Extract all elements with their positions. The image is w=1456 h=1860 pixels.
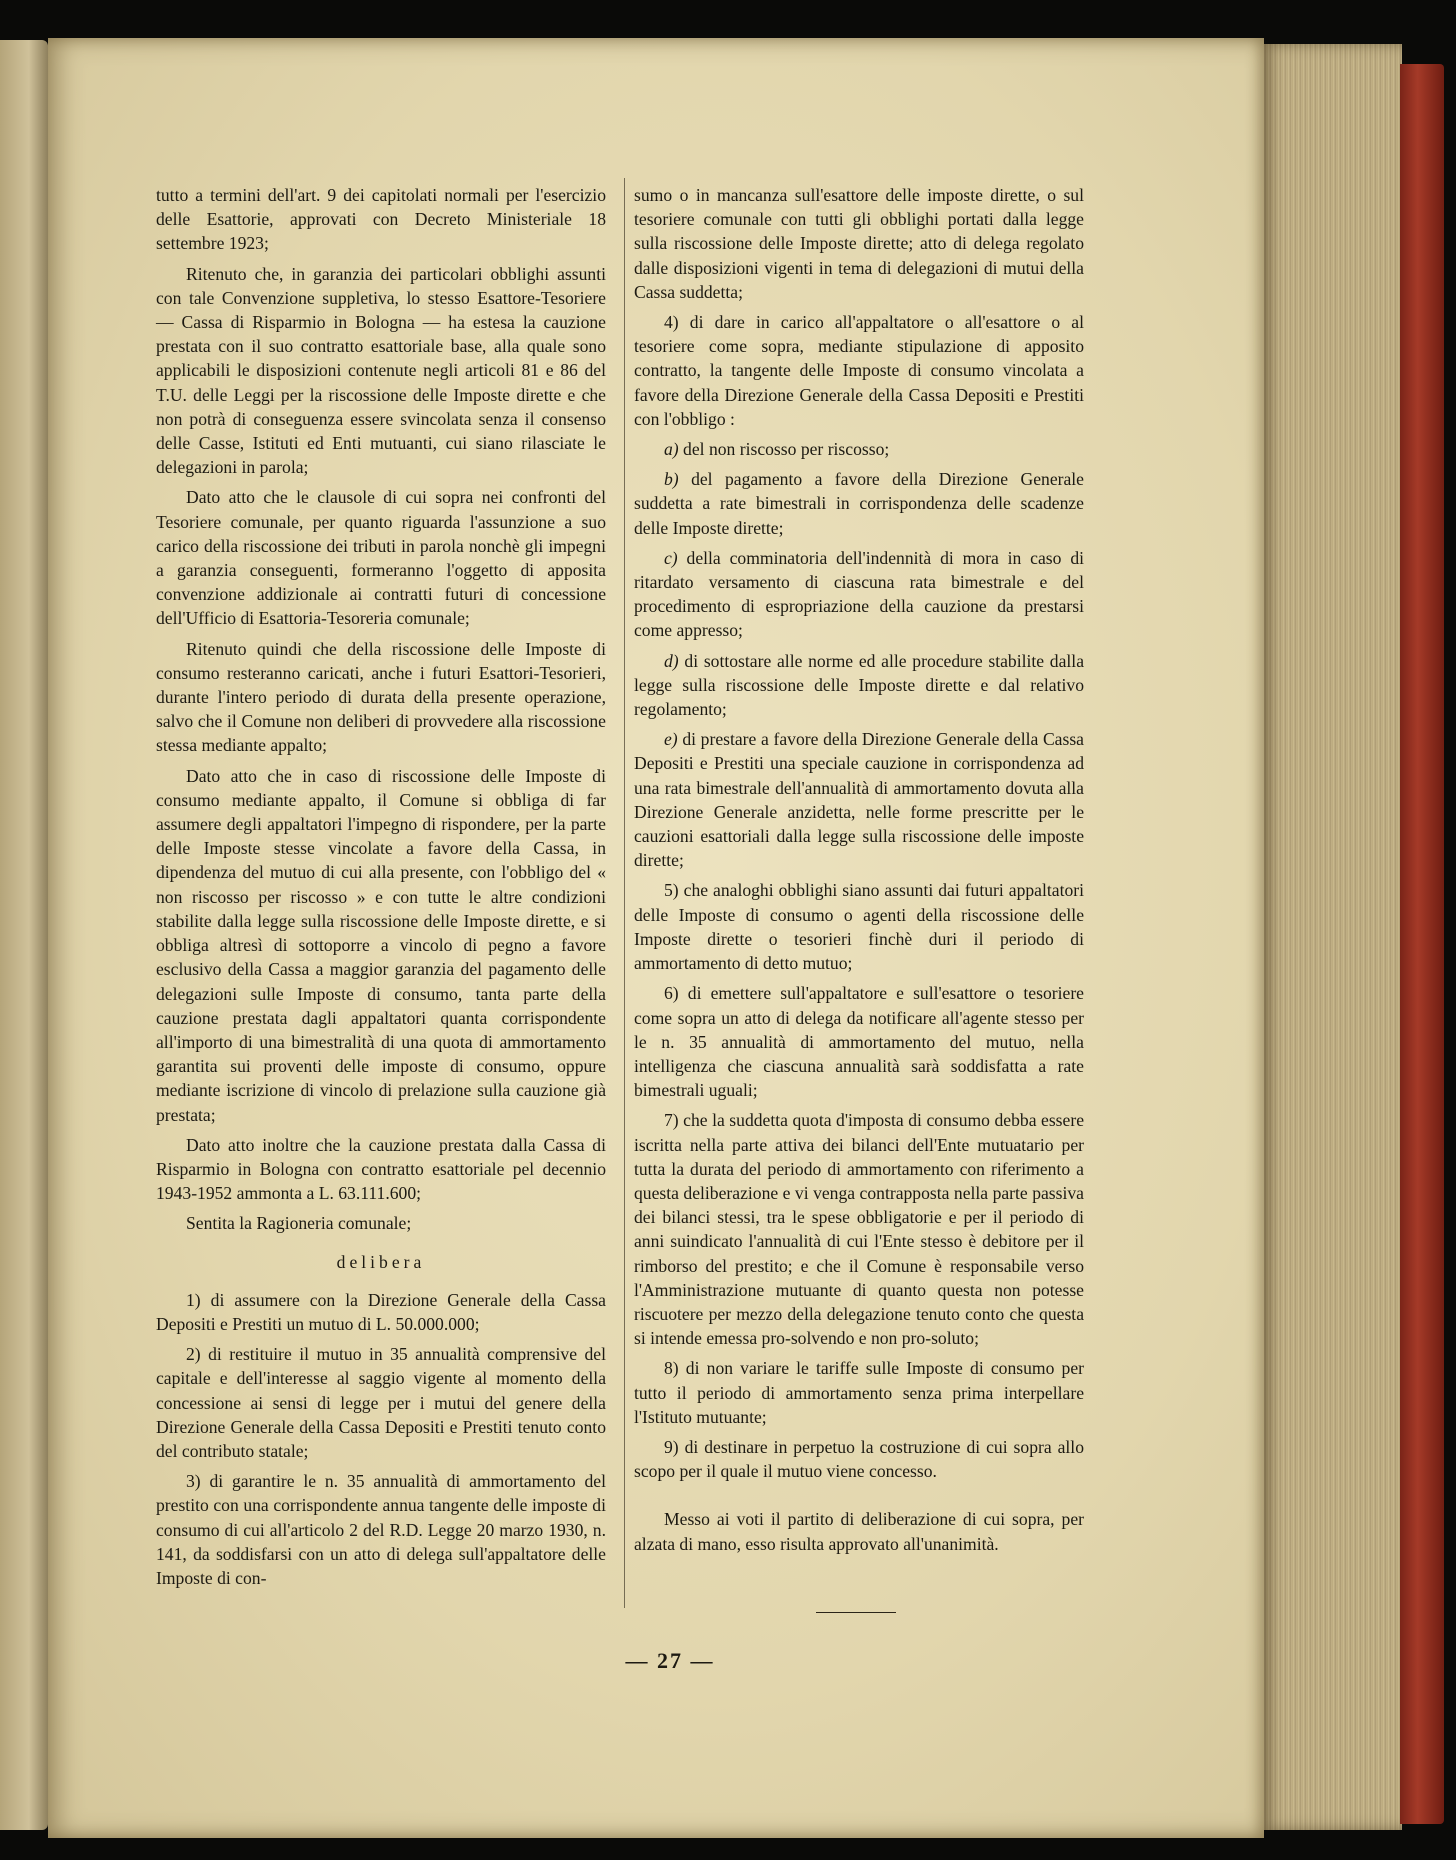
book-binding xyxy=(1400,64,1444,1824)
delibera-heading: delibera xyxy=(336,1251,426,1272)
list-item: 5) che analoghi obblighi siano assunti dai futuri appaltatori delle Imposte di consumo o agenti della riscossione delle Imposte dirette o tesorieri finchè duri il periodo di ammortamento di detto mutuo; xyxy=(634,880,1084,974)
list-item: 8) di non variare le tariffe sulle Imposte di consumo per tutto il periodo di ammortamento senza prima interpellare l'Istituto mutuante; xyxy=(634,1358,1084,1427)
list-item: 7) che la suddetta quota d'imposta di consumo debba essere iscritta nella parte attiva dei bilanci dell'Ente mutuatario per tutta la durata del periodo di ammortamento con riferimento a questa deliberazione e vi venga contrapposta nella parte passiva dei bilanci stessi, tra le spese obbligatorie e per il periodo di anni suindicato l'annualità di cui l'Ente stesso è debitore per il rimborso del prestito; e che il Comune è responsabile verso l'Amministrazione mutuante di quanto questa non potesse riscuotere per mezzo della delegazione tenuto conto che questa si intende emessa pro-solvendo e non pro-soluto; xyxy=(634,1110,1084,1349)
paragraph: Ritenuto che, in garanzia dei particolari obblighi assunti con tale Convenzione suppletiva, lo stesso Esattore-Tesoriere — Cassa di Risparmio in Bologna — ha estesa la cauzione prestata con il suo contratto esattoriale base, alla quale sono applicabili le disposizioni contenute negli articoli 81 e 86 del T.U. delle Leggi per la riscossione delle Imposte dirette e che non potrà di conseguenza essere svincolata senza il consenso delle Casse, Istituti ed Enti mutuanti, cui siano rilasciate le delegazioni in parola; xyxy=(156,263,606,478)
paragraph: Sentita la Ragioneria comunale; xyxy=(186,1213,412,1234)
sub-item xyxy=(634,727,1084,872)
sub-item xyxy=(634,649,1084,722)
sub-item xyxy=(634,546,1084,643)
list-item: 6) di emettere sull'appaltatore e sull'esattore o tesoriere come sopra un atto di delega da notificare all'agente stesso per le n. 35 annualità di ammortamento del mutuo, nella intelligenza che ciascuna annualità sarà soddisfatta a rate bimestrali uguali; xyxy=(634,983,1084,1101)
sub-item-text: di sottostare alle norme ed alle procedure stabilite dalla legge sulla riscossione delle Imposte dirette e dal relativo regolamento; xyxy=(634,650,1084,720)
paragraph: Dato atto che in caso di riscossione delle Imposte di consumo mediante appalto, il Comune si obbliga di far assumere degli appaltatori l'impegno di rispondere, per la parte delle Imposte stesse vincolate a favore della Cassa, in dipendenza del mutuo di cui alla presente, con l'obbligo del « non riscosso per riscosso » e con tutte le altre condizioni stabilite dalla legge sulla riscossione delle Imposte dirette, e si obbliga altresì di sottoporre a vincolo di pegno a favore esclusivo della Cassa a maggior garanzia del pagamento delle delegazioni sulle Imposte di consumo, tanta parte della cauzione prestata dagli appaltatori quanta corrispondente all'importo di una bimestralità di una quota di ammortamento garantita sui proventi delle imposte di consumo, oppure mediante iscrizione di vincolo di prelazione sulla cauzione già prestata; xyxy=(156,765,606,1125)
sub-item-letter: a) xyxy=(664,439,679,460)
list-item: 1) di assumere con la Direzione Generale della Cassa Depositi e Prestiti un mutuo di L. 50.000.000; xyxy=(156,1289,606,1334)
sub-item-letter: e) xyxy=(664,729,678,750)
list-item: 2) di restituire il mutuo in 35 annualità comprensive del capitale e dell'interesse al saggio vigente al momento della concessione ai sensi di legge per i mutui del genere della Direzione Generale della Cassa Depositi e Prestiti tenuto conto del contributo statale; xyxy=(156,1344,606,1461)
paragraph: Dato atto inoltre che la cauzione prestata dalla Cassa di Risparmio in Bologna con contratto esattoriale pel decennio 1943-1952 ammonta a L. 63.111.600; xyxy=(156,1134,606,1204)
paragraph: tutto a termini dell'art. 9 dei capitolati normali per l'esercizio delle Esattorie, approvati con Decreto Ministeriale 18 settembre 1923; xyxy=(156,185,606,254)
sub-item xyxy=(634,437,1084,461)
page-number: — 27 — xyxy=(625,1648,715,1673)
book-page-edges xyxy=(1262,44,1402,1830)
sub-item-text: di prestare a favore della Direzione Generale della Cassa Depositi e Prestiti una speciale cauzione in corrispondenza ad una rata bimestrale dell'annualità di ammortamento dovuta alla Direzione Generale anzidetta, nelle forme prescritte per le cauzioni esattoriali dalla legge sulla riscossione delle imposte dirette; xyxy=(634,729,1084,871)
sub-item-letter: d) xyxy=(664,650,679,671)
paragraph: Ritenuto quindi che della riscossione delle Imposte di consumo resteranno caricati, anche i futuri Esattori-Tesorieri, durante l'intero periodo di durata della presente operazione, salvo che il Comune non deliberi di provvedere alla riscossione stessa mediante appalto; xyxy=(156,638,606,756)
closing-paragraph: Messo ai voti il partito di deliberazione di cui sopra, per alzata di mano, esso risulta approvato all'unanimità. xyxy=(634,1509,1084,1554)
facing-page-edge xyxy=(0,40,48,1830)
sub-item-letter: c) xyxy=(664,547,678,568)
sub-item-text: del pagamento a favore della Direzione Generale suddetta a rate bimestrali in corrispondenza delle scadenze delle Imposte dirette; xyxy=(634,469,1084,538)
right-column xyxy=(634,183,1084,1562)
left-column xyxy=(156,183,606,1596)
paragraph: sumo o in mancanza sull'esattore delle imposte dirette, o sul tesoriere comunale con tutti gli obblighi portati dalla legge sulla riscossione delle Imposte dirette; atto di delega regolato dalle disposizioni vigenti in tema di delegazioni di mutui della Cassa suddetta; xyxy=(634,185,1084,302)
sub-item-text: della comminatoria dell'indennità di mora in caso di ritardato versamento di ciascuna rata bimestrale e del procedimento di espropriazione della cauzione da prestarsi come appresso; xyxy=(634,547,1084,641)
end-rule xyxy=(816,1612,896,1613)
sub-item xyxy=(634,467,1084,540)
list-item: 4) di dare in carico all'appaltatore o all'esattore o al tesoriere come sopra, mediante stipulazione di apposito contratto, la tangente delle Imposte di consumo vincolata a favore della Direzione Generale della Cassa Depositi e Prestiti con l'obbligo : xyxy=(634,312,1084,429)
sub-item-letter: b) xyxy=(664,469,679,490)
list-item: 9) di destinare in perpetuo la costruzione di cui sopra allo scopo per il quale il mutuo viene concesso. xyxy=(634,1436,1084,1482)
list-item: 3) di garantire le n. 35 annualità di ammortamento del prestito con una corrispondente annua tangente delle imposte di consumo di cui all'articolo 2 del R.D. Legge 20 marzo 1930, n. 141, da soddisfarsi con un atto di delega sull'appaltatore delle Imposte di con- xyxy=(156,1471,606,1588)
sub-item-text: del non riscosso per riscosso; xyxy=(678,439,890,460)
paragraph: Dato atto che le clausole di cui sopra nei confronti del Tesoriere comunale, per quanto riguarda l'assunzione a suo carico della riscossione dei tributi in parola nonchè gli impegni a garanzia conseguenti, formeranno l'oggetto di apposita convenzione addizionale ai contratti futuri di concessione dell'Ufficio di Esattoria-Tesoreria comunale; xyxy=(156,487,606,629)
column-divider xyxy=(624,178,625,1608)
